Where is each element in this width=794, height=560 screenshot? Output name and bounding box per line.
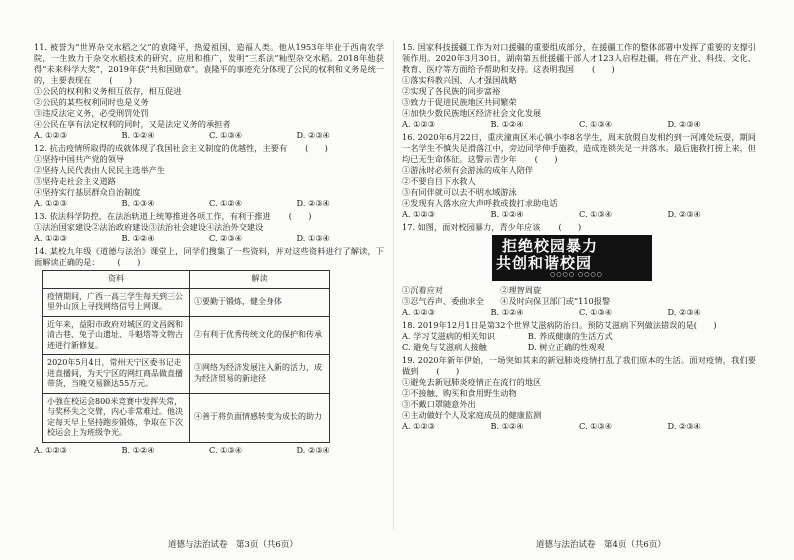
- choice-item: ①法治国家建设②法治政府建设③法治社会建设④法治外交建设: [34, 222, 264, 232]
- table-cell: ①要勤于锻炼，健全身体: [190, 288, 330, 316]
- answer-options: [34, 233, 384, 244]
- table-cell: 疫情期间，广西一高三学生每天到三公里外山顶上寻找网络信号上网课。: [43, 288, 190, 316]
- choice-item: ③违反法定义务，必受刑罚处罚: [34, 108, 149, 118]
- answer-paren[interactable]: ( ): [305, 143, 328, 153]
- question-15: [402, 42, 756, 130]
- option-d[interactable]: D. ②③④: [667, 307, 701, 317]
- choice-item: ①游泳时必须有会游泳的成年人陪伴: [402, 165, 534, 175]
- answer-paren[interactable]: ( ): [288, 211, 312, 221]
- choice-item[interactable]: C. 避免与艾滋病人接触 D. 树立正确的性观观: [402, 342, 605, 352]
- right-page-column: [402, 42, 756, 434]
- table-row: [43, 355, 330, 394]
- option-c[interactable]: C. ②③④: [209, 233, 243, 243]
- table-header-row: [43, 271, 330, 289]
- option-b[interactable]: B. ①②④: [121, 130, 155, 140]
- poster-line-2: 共创和谐校园: [496, 254, 593, 272]
- choice-item: ④加快少数民族地区经济社会文化发展: [402, 108, 542, 118]
- option-c[interactable]: C. ①③④: [579, 307, 613, 317]
- option-b[interactable]: B. ①②④: [121, 233, 155, 243]
- material-table: [42, 270, 330, 443]
- table-row: [43, 288, 330, 316]
- question-17: [402, 222, 756, 318]
- option-c[interactable]: C. ①③④: [579, 119, 613, 129]
- answer-options: [34, 198, 384, 209]
- question-stem: 18. 2019年12月1日是第32个世界艾滋病防治日。预防艾滋病下列做法错误的是( ): [402, 320, 717, 330]
- choice-item: ③有同伴就可以去不明水域游泳: [402, 187, 517, 197]
- answer-paren[interactable]: ( ): [591, 64, 615, 74]
- question-13: [34, 211, 384, 244]
- option-d[interactable]: D. ②③④: [667, 209, 701, 219]
- page-footer-right: 道德与法治试卷 第4页（共6页）: [536, 540, 666, 550]
- table-cell: ②有利于优秀传统文化的保护和传承: [190, 316, 330, 355]
- choice-item: ④公民在享有法定权利的同时，又是法定义务的承担者: [34, 119, 231, 129]
- answer-options: [402, 307, 756, 318]
- option-b[interactable]: B. ①②④: [121, 444, 155, 455]
- option-a[interactable]: A. ①②③: [402, 119, 436, 129]
- choice-item: ①沉着应对 ②理智周旋: [402, 285, 542, 295]
- question-stem: 15. 国家科技援疆工作为对口援疆的重要组成部分，在援疆工作的整体部署中发挥了重要的支撑引领作用。2020年3月30日，湖南第五批援疆干部人才123人启程赴疆，将在产业、科技、文化、教育、医疗等方面给予帮助和支持。这表明我国 ( ): [402, 42, 756, 74]
- choice-item: ③忍气吞声、委曲求全 ④及时向保卫部门或“110报警: [402, 296, 611, 306]
- answer-paren[interactable]: ( ): [436, 366, 460, 376]
- answer-options: [402, 209, 756, 220]
- table-cell: 2020年5月4日，常州天宁区委书记走进直播间，为天宁区的网红商品做直播带货，当晚交易额达55万元。: [43, 355, 190, 394]
- anti-bullying-poster: [492, 235, 652, 281]
- question-stem: 19. 2020年新年伊始，一场突如其来的新冠肺炎疫情打乱了我们原本的生活。面对疫情，我们要做到 ( ): [402, 355, 756, 376]
- table-row: [43, 316, 330, 355]
- option-a[interactable]: A. ①②③: [402, 209, 436, 219]
- table-cell: ④善于将负面情感转变为成长的助力: [190, 393, 330, 442]
- option-b[interactable]: B. ①③④: [121, 198, 155, 208]
- question-stem: 16. 2020年6月22日，重庆潼南区米心镇小李8名学生，周末放假自发相约到一河滩处玩耍，期间一名学生不慎失足滑落江中，旁边同学伸手施救，造成连锁失足一并落水。最后施救打捞上来，但均已无生命体征。这警示青少年 ( ): [402, 132, 756, 164]
- answer-paren[interactable]: ( ): [109, 75, 133, 85]
- option-d[interactable]: D. ②③④: [296, 444, 330, 455]
- choice-item[interactable]: A. 学习艾滋病的相关知识 B. 养成健康的生活方式: [402, 331, 613, 341]
- option-c[interactable]: C. ①②④: [209, 198, 243, 208]
- choice-item: ①坚持中国共产党的领导: [34, 154, 125, 164]
- choice-item: ②不接触、购买和食用野生动物: [402, 388, 517, 398]
- choice-item: ④主动做好个人及家庭成员的健康监测: [402, 410, 542, 420]
- choice-item: ①公民的权利和义务相互依存，相互促进: [34, 86, 182, 96]
- choice-item: ②实现了各民族的同步富裕: [402, 86, 501, 96]
- answer-options: [402, 119, 756, 130]
- option-a[interactable]: A. ①②③: [34, 130, 68, 140]
- answer-options: [402, 421, 756, 432]
- table-header: 解读: [190, 271, 330, 289]
- answer-options: [34, 130, 384, 141]
- question-stem: 13. 依法科学防控，在法治轨道上统筹推进各项工作，有利于推进 ( ): [34, 211, 312, 221]
- choice-item: ③坚持走社会主义道路: [34, 176, 116, 186]
- option-a[interactable]: A. ①②③: [402, 421, 436, 431]
- option-a[interactable]: A. ①②③: [34, 198, 68, 208]
- question-stem: 14. 某校九年级《道德与法治》课堂上，同学们搜集了一些资料，并对这些资料进行了解读，下面解读正确的是： ( ): [34, 246, 384, 267]
- table-cell: 小強在校运会800米竞赛中发挥失常，与奖杯失之交臂，内心非常难过。他决定每天早上坚持跑步锻炼，争取在下次校运会上为班级争光。: [43, 393, 190, 442]
- poster-line-3: ○○○○ ○○○○: [550, 271, 603, 278]
- page-divider: [393, 40, 394, 530]
- table-row: [43, 393, 330, 442]
- question-11: [34, 42, 384, 141]
- table-cell: 近年来，益阳市政府对城区的文昌阁和清古巷、兔子山遗址、斗魁塔等文物古迹进行新修复。: [43, 316, 190, 355]
- option-a[interactable]: A. ①②③: [402, 307, 436, 317]
- option-a[interactable]: A. ①②③: [34, 444, 68, 455]
- choice-item: ③致力于促进民族地区共同繁荣: [402, 97, 517, 107]
- option-a[interactable]: A. ①②③: [34, 233, 68, 243]
- option-b[interactable]: B. ①②④: [490, 421, 524, 431]
- question-14: [34, 246, 384, 456]
- question-18: [402, 320, 756, 353]
- option-c[interactable]: C. ①③④: [209, 444, 243, 455]
- table-cell: ③网络为经济发展注入新的活力，成为经济贸易的新途径: [190, 355, 330, 394]
- question-16: [402, 132, 756, 220]
- question-stem: 17. 如图，面对校园暴力，青少年应该 ( ): [402, 222, 582, 232]
- choice-item: ①落实科教兴国、人才强国战略: [402, 75, 517, 85]
- option-d[interactable]: D. ②③④: [667, 421, 701, 431]
- question-12: [34, 143, 384, 209]
- answer-paren[interactable]: ( ): [117, 257, 141, 267]
- choice-item: ②不要自目下水救人: [402, 176, 476, 186]
- option-d[interactable]: D. ②③④: [296, 130, 330, 140]
- question-stem: 11. 被誉为“世界杂交水稻之父”的袁隆平，热爱祖国，造福人类。他从1953年毕业于西南农学院，一生致力于杂交水稻技术的研究、应用和推广，发明“三系法”籼型杂交水稻。2018年他获得“未来科学大奖”，2019年获“共和国勋章”。袁隆平的事迹充分体现了公民的权利和义务是统一的，主要表现在 ( ): [34, 42, 384, 85]
- choice-item: ③不戴口罩随意外出: [402, 399, 476, 409]
- choice-item: ④坚持实行基层群众自治制度: [34, 187, 141, 197]
- question-stem: 12. 抗击疫情所取得的成就体现了我国社会主义制度的优越性，主要有 ( ): [34, 143, 328, 153]
- left-page-column: [34, 42, 384, 458]
- choice-item: ④发现有人落水应大声呼救或拨打求助电话: [402, 198, 558, 208]
- option-d[interactable]: D. ②③④: [296, 198, 330, 208]
- page-footer-left: 道德与法治试卷 第3页（共6页）: [168, 540, 298, 550]
- option-b[interactable]: B. ①②④: [490, 119, 524, 129]
- option-c[interactable]: C. ①③④: [579, 421, 613, 431]
- answer-paren[interactable]: ( ): [558, 222, 582, 232]
- table-header: 资料: [43, 271, 190, 289]
- option-d[interactable]: D. ①③④: [296, 233, 330, 243]
- answer-options: [34, 445, 384, 456]
- option-c[interactable]: C. ①③④: [579, 209, 613, 219]
- option-c[interactable]: C. ①③④: [209, 130, 243, 140]
- choice-item: ②坚持人民代表由人民民主选举产生: [34, 165, 166, 175]
- choice-item: ①避免去新冠肺炎疫情正在流行的地区: [402, 377, 542, 387]
- question-19: [402, 355, 756, 432]
- option-b[interactable]: B. ①②④: [490, 307, 524, 317]
- choice-item: ②公民的某些权利同时也是义务: [34, 97, 149, 107]
- option-d[interactable]: D. ②③④: [667, 119, 701, 129]
- option-b[interactable]: B. ①②④: [490, 209, 524, 219]
- poster-line-1: 拒绝校园暴力: [502, 237, 599, 255]
- answer-paren[interactable]: ( ): [534, 154, 558, 164]
